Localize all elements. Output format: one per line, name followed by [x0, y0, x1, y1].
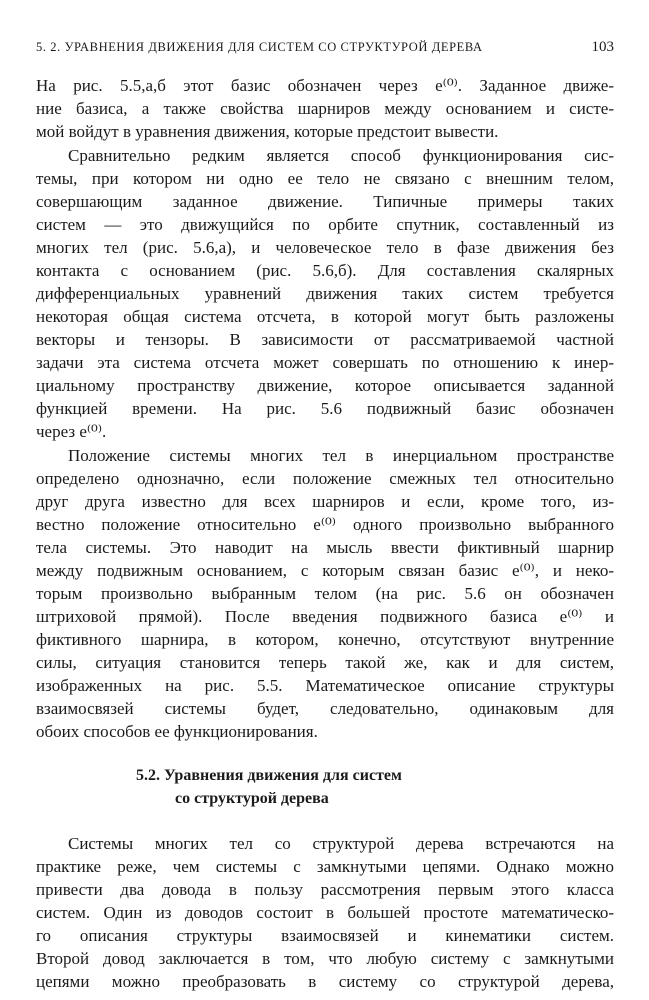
- text-line: привести два довода в пользу рассмотрения первым этого класса: [36, 880, 614, 899]
- text-line: контакта с основанием (рис. 5.6,б). Для составления скалярных: [36, 261, 614, 280]
- text-line: дифференциальных уравнений движения таких систем требуется: [36, 284, 614, 303]
- text-line: го описания структуры взаимосвязей и кинематики систем.: [36, 926, 614, 945]
- text-line: обоих способов ее функционирования.: [36, 722, 318, 741]
- text-line: Сравнительно редким является способ функционирования сис-: [68, 146, 614, 165]
- text-line: некоторая общая система отсчета, в которой могут быть разложены: [36, 307, 614, 326]
- text-line: через e⁽⁰⁾.: [36, 422, 107, 441]
- text-line: взаимосвязей системы будет, следовательно, одинаковым для: [36, 699, 614, 718]
- text-line: систем. Один из доводов состоит в большей простоте математическо-: [36, 903, 614, 922]
- text-line: практике реже, чем системы с замкнутыми цепями. Однако можно: [36, 857, 614, 876]
- text-line: между подвижным основанием, с которым связан базис e⁽⁰⁾, и неко-: [36, 561, 614, 580]
- text-line: цепями можно преобразовать в систему со структурой дерева,: [36, 972, 614, 991]
- text-line: Второй довод заключается в том, что любую систему с замкнутыми: [36, 949, 614, 968]
- text-line: Системы многих тел со структурой дерева встречаются на: [68, 834, 614, 853]
- section-heading: 5.2. Уравнения движения для систем: [136, 767, 402, 784]
- text-line: векторы и тензоры. В зависимости от рассматриваемой частной: [36, 330, 614, 349]
- text-line: изображенных на рис. 5.5. Математическое описание структуры: [36, 676, 614, 695]
- text-line: вестно положение относительно e⁽⁰⁾ одного произвольно выбранного: [36, 515, 614, 534]
- text-line: задачи эта система отсчета может совершать по отношению к инер-: [36, 353, 614, 372]
- text-line: фиктивного шарнира, в котором, конечно, отсутствуют внутренние: [36, 630, 614, 649]
- text-line: торым произвольно выбранным телом (на рис. 5.6 он обозначен: [36, 584, 614, 603]
- running-title: 5. 2. УРАВНЕНИЯ ДВИЖЕНИЯ ДЛЯ СИСТЕМ СО СТРУКТУРОЙ ДЕРЕВА: [36, 40, 483, 54]
- text-line: На рис. 5.5,а,б этот базис обозначен через e⁽⁰⁾. Заданное движе-: [36, 76, 614, 95]
- text-line: Положение системы многих тел в инерциальном пространстве: [68, 446, 614, 465]
- page-number: 103: [591, 39, 614, 55]
- text-line: друг друга известно для всех шарниров и если, кроме того, из-: [36, 492, 614, 511]
- text-line: циальному пространству движение, которое описывается заданной: [36, 376, 614, 395]
- text-line: многих тел (рис. 5.6,а), и человеческое тело в фазе движения без: [36, 238, 614, 257]
- text-line: темы, при котором ни одно ее тело не связано с внешним телом,: [36, 169, 614, 188]
- text-line: систем — это движущийся по орбите спутник, составленный из: [36, 215, 614, 234]
- text-line: совершающим заданное движение. Типичные примеры таких: [36, 192, 614, 211]
- text-line: определено однозначно, если положение смежных тел относительно: [36, 469, 614, 488]
- text-line: функцией времени. На рис. 5.6 подвижный базис обозначен: [36, 399, 614, 418]
- text-line: ние базиса, а также свойства шарниров между основанием и систе-: [36, 99, 614, 118]
- text-line: штриховой прямой). После введения подвижного базиса e⁽⁰⁾ и: [36, 607, 614, 626]
- section-heading: со структурой дерева: [175, 790, 329, 807]
- text-line: силы, ситуация становится теперь такой же, как и для систем,: [36, 653, 614, 672]
- text-line: мой войдут в уравнения движения, которые предстоит вывести.: [36, 122, 499, 141]
- text-line: тела системы. Это наводит на мысль ввести фиктивный шарнир: [36, 538, 614, 557]
